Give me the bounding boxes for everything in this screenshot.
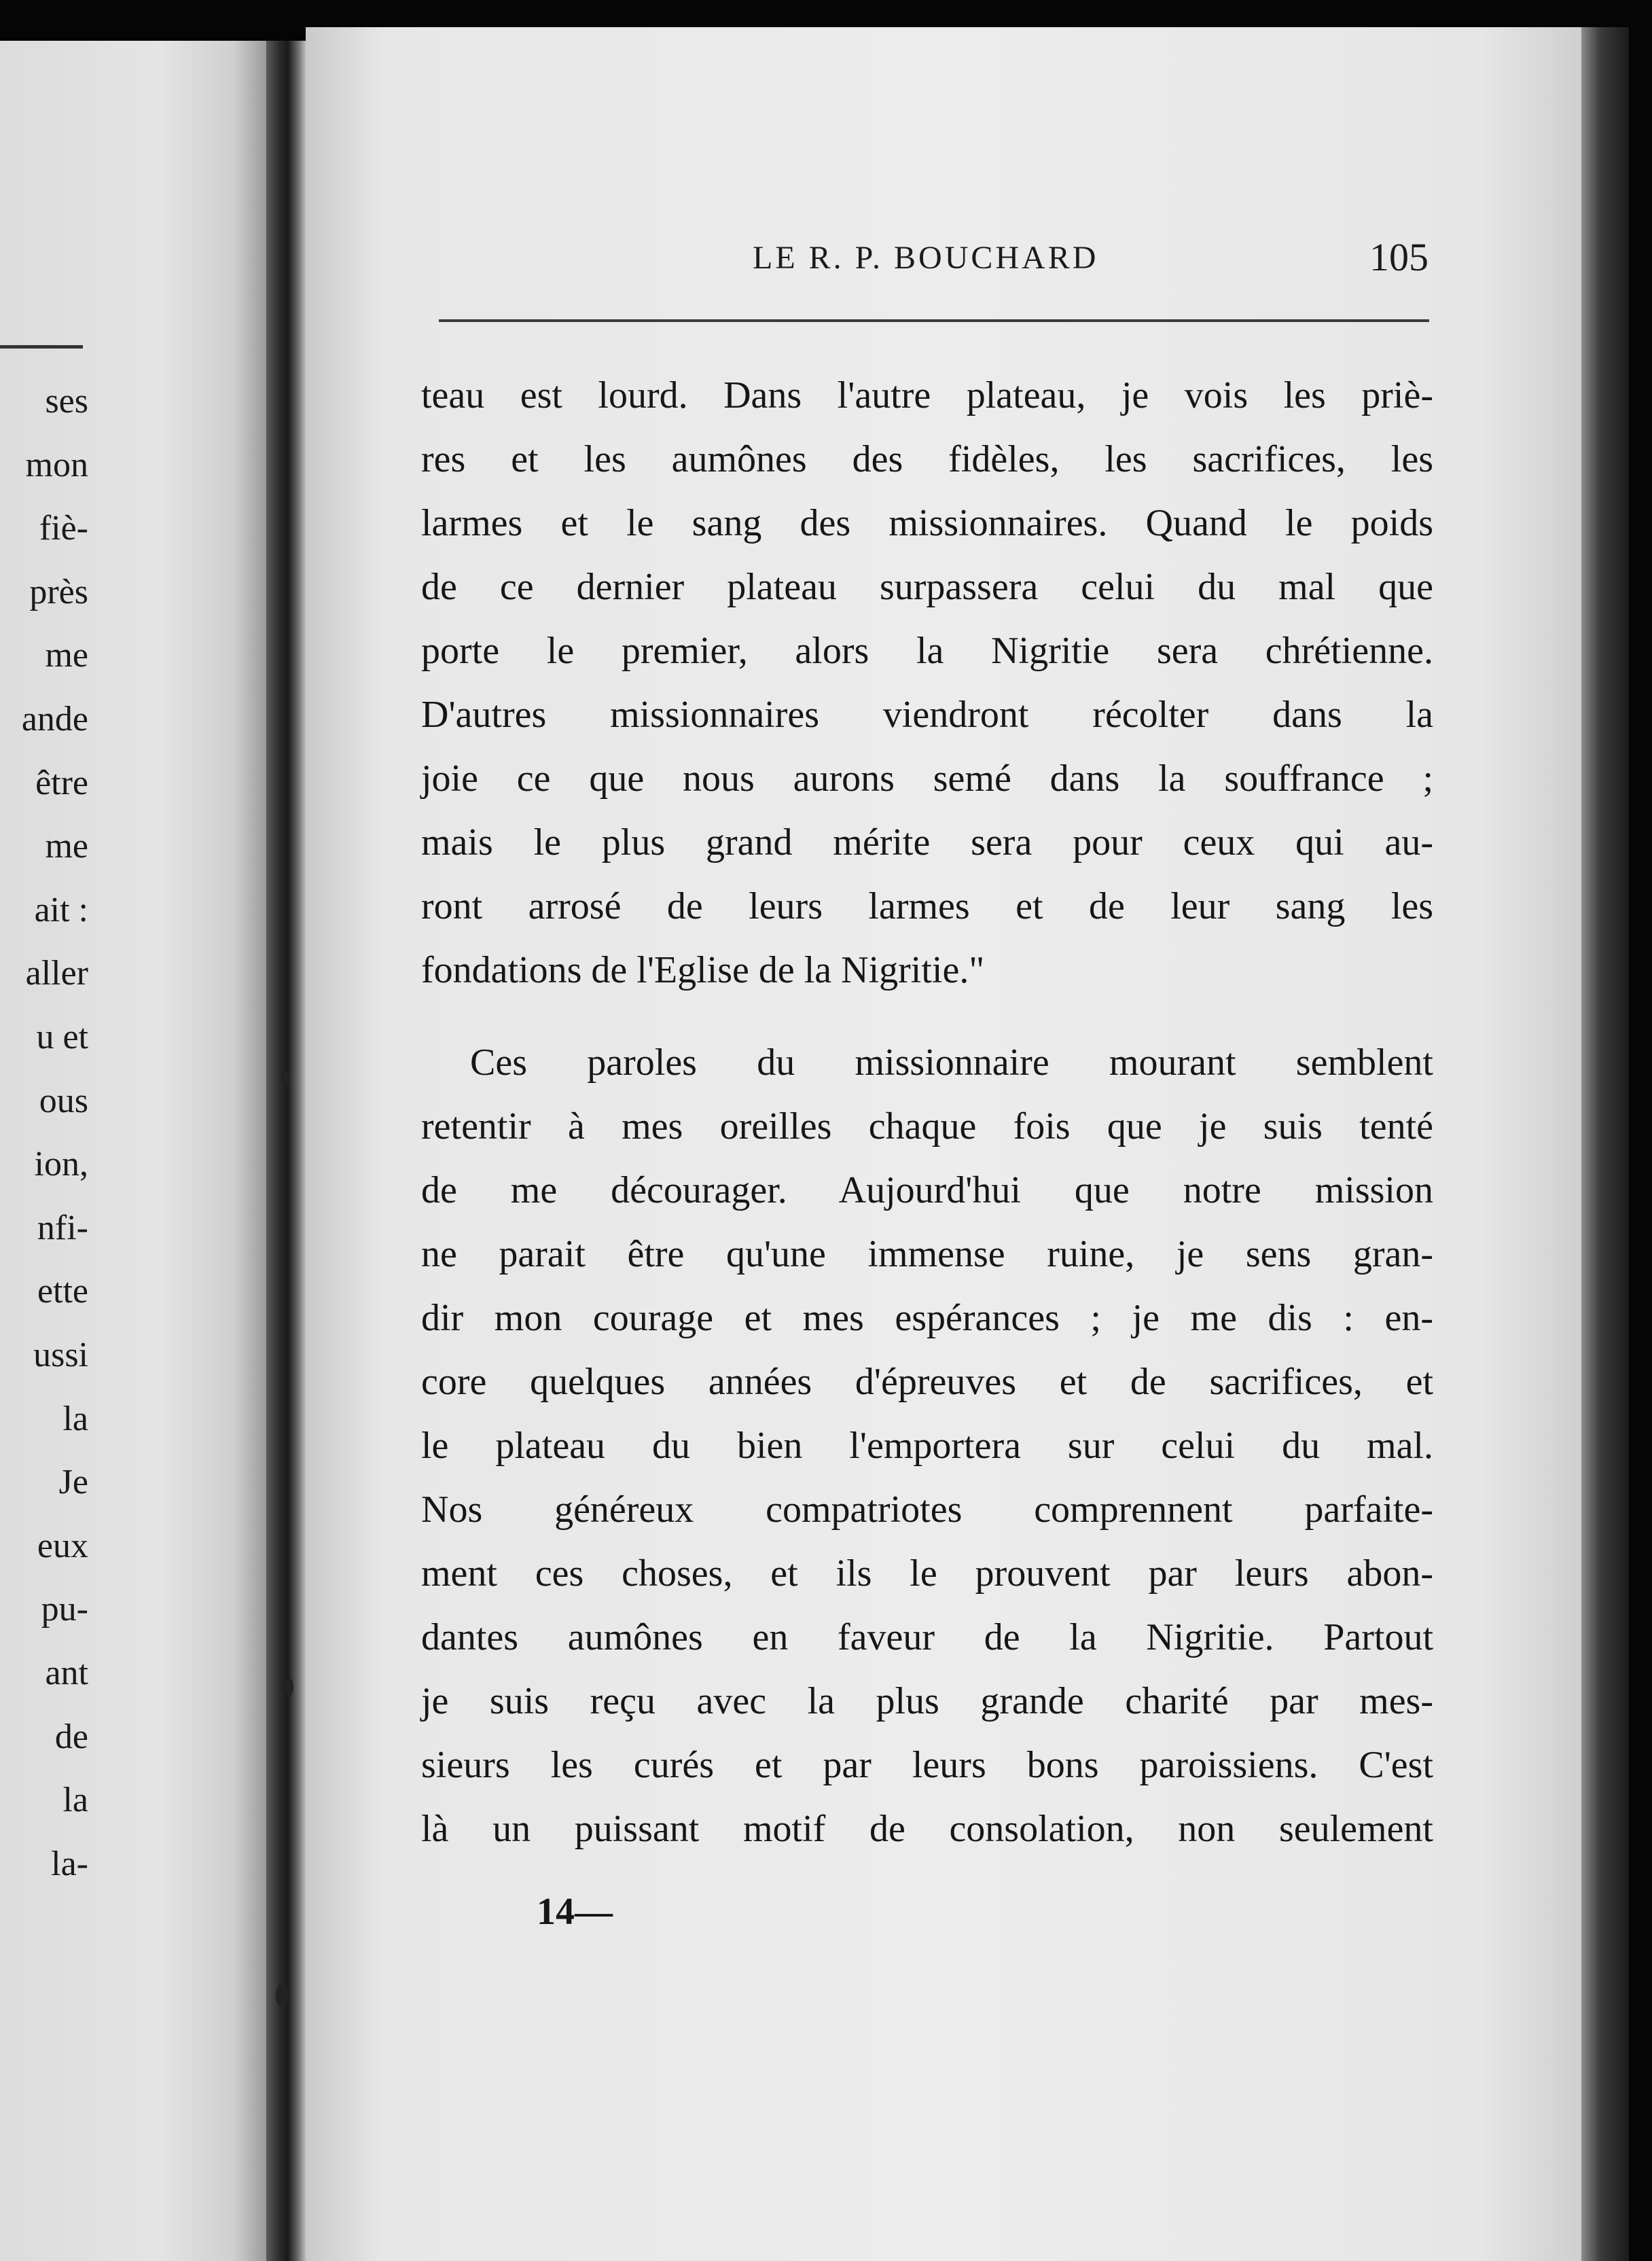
previous-page-line-ending: ant	[45, 1654, 88, 1692]
text-line: de me décourager. Aujourd'hui que notre mission	[421, 1169, 1433, 1211]
body-text	[421, 363, 1433, 1861]
text-line: ne parait être qu'une immense ruine, je sens gran-	[421, 1233, 1433, 1275]
previous-page-line-ending: être	[35, 763, 88, 802]
text-line: joie ce que nous aurons semé dans la souffrance ;	[421, 758, 1433, 800]
book-gutter	[266, 41, 306, 2261]
previous-page-line-ending: nfi-	[37, 1208, 88, 1247]
previous-page-line-ending: ande	[21, 700, 88, 738]
previous-page-header-rule	[0, 345, 83, 349]
previous-page-line-ending: ses	[45, 382, 88, 421]
paragraph-2	[421, 1031, 1433, 1861]
text-line: res et les aumônes des fidèles, les sacrifices, les	[421, 438, 1433, 480]
page-edge-shadow	[1581, 27, 1629, 2261]
previous-page-line-ending: ous	[39, 1081, 88, 1120]
previous-page-line-ending: u et	[36, 1018, 88, 1056]
previous-page-line-ending: la-	[51, 1844, 88, 1883]
text-line: ront arrosé de leurs larmes et de leur sang les	[421, 885, 1433, 927]
text-line: Nos généreux compatriotes comprennent parfaite-	[421, 1489, 1433, 1531]
header-rule	[439, 319, 1429, 322]
text-line: retentir à mes oreilles chaque fois que je suis tenté	[421, 1105, 1433, 1147]
text-line: teau est lourd. Dans l'autre plateau, je vois les priè-	[421, 374, 1433, 416]
running-header-title: LE R. P. BOUCHARD	[753, 240, 1099, 276]
previous-page-line-ending: eux	[37, 1526, 88, 1565]
page-number: 105	[1369, 235, 1429, 279]
previous-page-fragment	[0, 41, 266, 2261]
text-line: dantes aumônes en faveur de la Nigritie. Partout	[421, 1616, 1433, 1658]
previous-page-line-ending: fiè-	[39, 509, 88, 548]
previous-page-line-ending: ette	[37, 1272, 88, 1311]
gutter-mark	[285, 1678, 293, 1696]
text-line: dir mon courage et mes espérances ; je me dis : en-	[421, 1297, 1433, 1339]
paragraph-1	[421, 363, 1433, 1002]
text-line: ment ces choses, et ils le prouvent par leurs abon-	[421, 1552, 1433, 1595]
text-line: le plateau du bien l'emportera sur celui du mal.	[421, 1425, 1433, 1467]
text-line: de ce dernier plateau surpassera celui du mal que	[421, 566, 1433, 608]
previous-page-line-ending: pu-	[41, 1590, 88, 1629]
text-line: D'autres missionnaires viendront récolter dans la	[421, 694, 1433, 736]
previous-page-line-ending: ion,	[34, 1145, 88, 1184]
printer-signature-mark: 14—	[537, 1891, 613, 1933]
gutter-mark	[276, 1984, 288, 2007]
previous-page-line-ending: mon	[25, 445, 88, 484]
text-line: fondations de l'Eglise de la Nigritie."	[421, 949, 985, 991]
previous-page-line-ending: la	[62, 1781, 88, 1820]
previous-page-line-ending: de	[54, 1717, 88, 1756]
previous-page-line-ending: ussi	[33, 1336, 88, 1374]
gutter-mark	[281, 1070, 289, 1085]
previous-page-line-ending: la	[62, 1399, 88, 1438]
text-line: je suis reçu avec la plus grande charité par mes-	[421, 1680, 1433, 1722]
previous-page-line-ending: ait :	[34, 890, 88, 929]
text-line: mais le plus grand mérite sera pour ceux qui au-	[421, 821, 1433, 864]
text-line: porte le premier, alors la Nigritie sera chrétienne.	[421, 630, 1433, 672]
previous-page-line-ending: près	[29, 572, 88, 611]
text-line: Ces paroles du missionnaire mourant semblent	[470, 1042, 1433, 1084]
previous-page-line-ending: aller	[25, 954, 88, 993]
text-line: larmes et le sang des missionnaires. Quand le poids	[421, 502, 1433, 544]
text-line: core quelques années d'épreuves et de sacrifices, et	[421, 1361, 1433, 1403]
paragraph-gap	[421, 1002, 1433, 1031]
text-line: sieurs les curés et par leurs bons paroissiens. C'est	[421, 1744, 1433, 1786]
previous-page-line-ending: me	[45, 636, 88, 675]
previous-page-line-ending: Je	[58, 1463, 88, 1502]
text-line: là un puissant motif de consolation, non seulement	[421, 1808, 1433, 1850]
previous-page-line-ending: me	[45, 827, 88, 866]
